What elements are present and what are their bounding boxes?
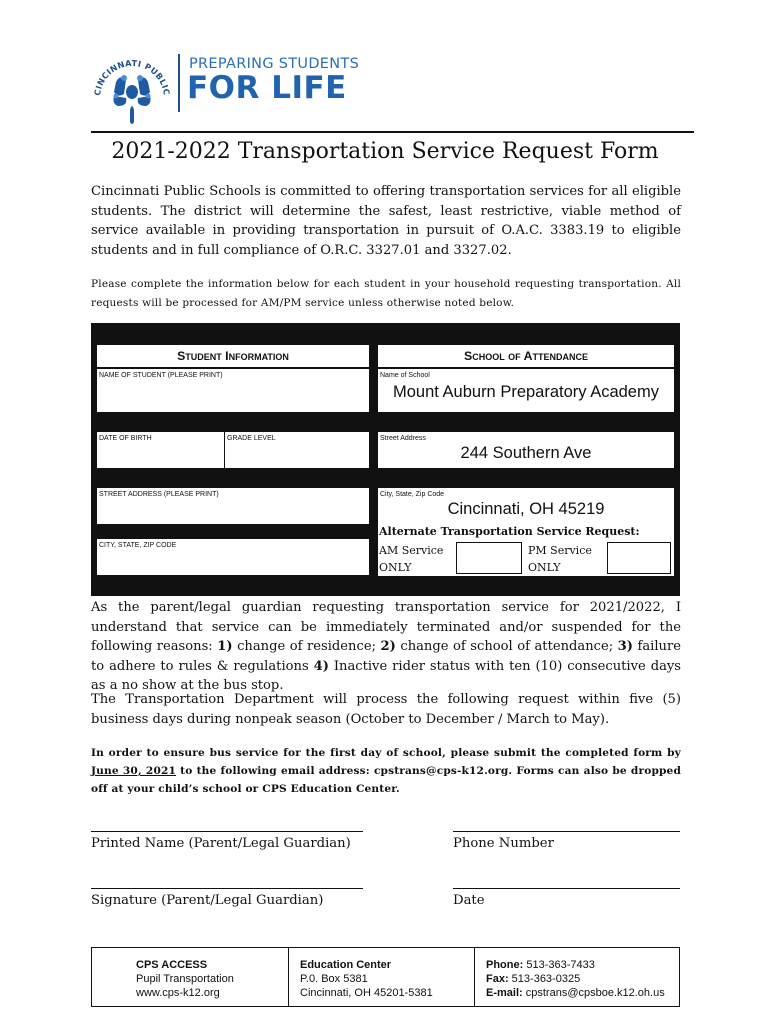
phone-label: Phone Number <box>453 836 554 851</box>
footer-cps-access: CPS ACCESS Pupil Transportation www.cps-k12.org <box>92 948 288 1006</box>
alt-service-header: Alternate Transportation Service Request: <box>379 525 640 538</box>
date-line[interactable] <box>453 888 680 889</box>
school-street-field[interactable] <box>378 432 674 468</box>
footer-education-center: Education Center P.0. Box 5381 Cincinnati, OH 45201-5381 <box>288 948 474 1006</box>
school-street-label: Street Address <box>380 435 426 442</box>
logo-arc-text: CINCINNATI PUBLIC <box>92 57 172 97</box>
signature-line[interactable] <box>91 888 363 889</box>
instructions-paragraph: Please complete the information below for each student in your household requesting transportation. All requests will be processed for AM/PM service unless otherwise noted below. <box>91 278 681 309</box>
school-city-field[interactable] <box>378 488 674 524</box>
student-address-field[interactable] <box>97 488 369 524</box>
school-city-value: Cincinnati, OH 45219 <box>447 500 605 518</box>
date-label: Date <box>453 893 485 908</box>
cps-logo <box>86 44 178 136</box>
student-city-label: CITY, STATE, ZIP CODE <box>99 542 177 549</box>
contact-footer <box>91 947 680 1007</box>
printed-name-line[interactable] <box>91 831 363 832</box>
request-form <box>91 323 680 596</box>
school-header: School of Attendance <box>378 345 674 367</box>
signature-label: Signature (Parent/Legal Guardian) <box>91 893 324 908</box>
phone-line[interactable] <box>453 831 680 832</box>
processing-paragraph: The Transportation Department will process the following request within five (5) business days during nonpeak season (October to December / March to May). <box>91 692 681 727</box>
tagline-big: FOR LIFE <box>187 70 347 106</box>
cps-website-link[interactable]: www.cps-k12.org <box>136 987 220 999</box>
footer-contact: Phone: 513-363-7433 Fax: 513-363-0325 E-mail: cpstrans@cpsboe.k12.oh.us <box>474 948 679 1006</box>
page-title: 2021-2022 Transportation Service Request Form <box>111 139 659 164</box>
printed-name-label: Printed Name (Parent/Legal Guardian) <box>91 836 351 851</box>
student-address-label: STREET ADDRESS (PLEASE PRINT) <box>99 491 219 498</box>
grade-label: GRADE LEVEL <box>227 435 276 442</box>
student-name-field[interactable] <box>97 369 369 412</box>
am-service-checkbox[interactable] <box>456 542 522 574</box>
school-street-value: 244 Southern Ave <box>460 444 592 462</box>
school-name-label: Name of School <box>380 372 430 379</box>
student-name-label: NAME OF STUDENT (PLEASE PRINT) <box>99 372 223 379</box>
am-service-label: AM Service ONLY <box>379 544 444 574</box>
pm-service-label: PM Service ONLY <box>528 544 592 574</box>
school-city-label: City, State, Zip Code <box>380 491 445 498</box>
grade-field[interactable] <box>225 432 369 468</box>
deadline-paragraph: In order to ensure bus service for the first day of school, please submit the completed form by June 30, 2021 to the following email address: cpstrans@cps-k12.org. Forms can also be dropped off at your child’s school or CPS Education Center. <box>91 747 682 795</box>
alt-service-section <box>378 524 674 576</box>
school-name-field[interactable] <box>378 369 674 412</box>
intro-paragraph: Cincinnati Public Schools is committed to offering transportation services for all eligible students. The district will determine the safest, least restrictive, viable method of service available in providing transportation in pursuit of O.A.C. 3383.19 to eligible students and in full compliance of O.R.C. 3327.01 and 3327.02. <box>91 184 681 258</box>
title-rule <box>91 131 694 133</box>
dob-label: DATE OF BIRTH <box>99 435 152 442</box>
student-info-header: Student Information <box>97 345 369 367</box>
logo-divider <box>178 54 180 112</box>
footer-email-link[interactable]: E-mail: cpstrans@cpsboe.k12.oh.us <box>486 987 665 999</box>
student-city-field[interactable] <box>97 539 369 575</box>
acknowledgment-paragraph: As the parent/legal guardian requesting transportation service for 2021/2022, I understand that service can be immediately terminated and/or suspended for the following reasons: 1) change of residence; 2) change of school of attendance; 3) failure to adhere to rules & regulations 4) Inactive rider status with ten (10) consecutive days as a no show at the bus stop. <box>91 600 681 694</box>
tagline-top: PREPARING STUDENTS <box>189 56 360 72</box>
school-name-value: Mount Auburn Preparatory Academy <box>393 383 659 401</box>
pm-service-checkbox[interactable] <box>607 542 671 574</box>
dob-field[interactable] <box>97 432 224 468</box>
